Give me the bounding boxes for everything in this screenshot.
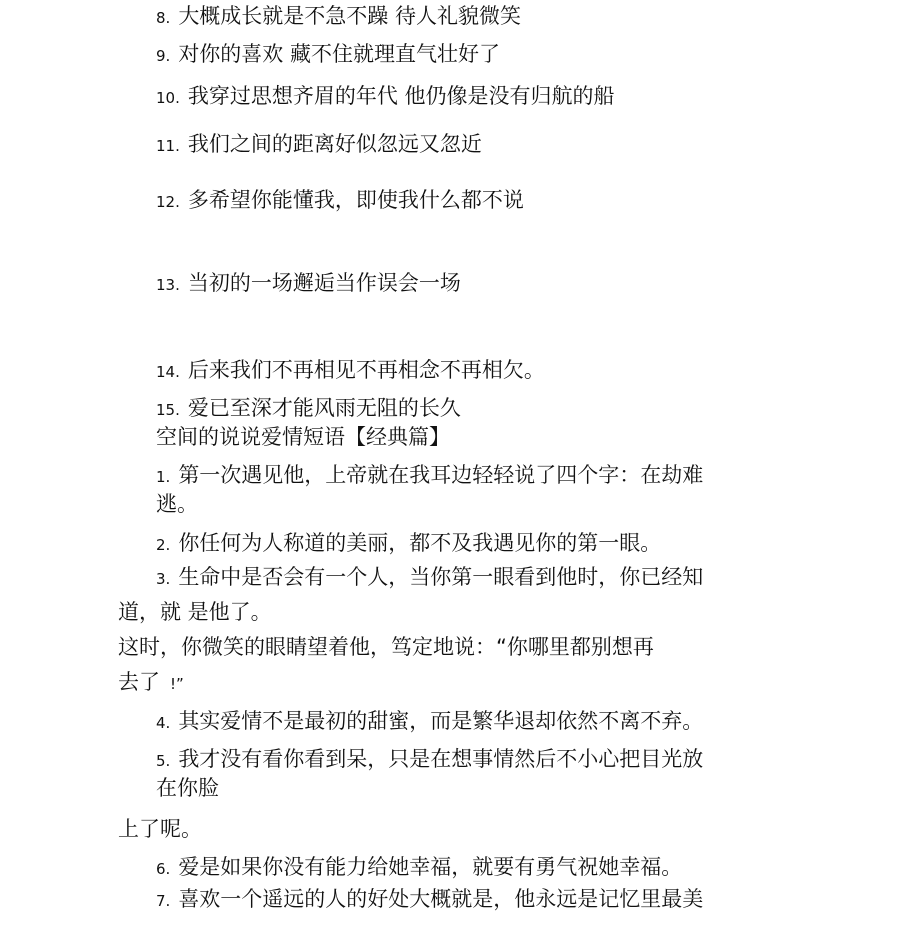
list-item (156, 41, 500, 69)
list-item (156, 564, 703, 592)
item-number: 3. (156, 570, 171, 588)
list-item (156, 462, 703, 490)
item-text: 爱已至深才能风雨无阻的长久 (187, 396, 461, 420)
paragraph-line: 这时，你微笑的眼睛望着他，笃定地说：“你哪里都别想再 (118, 635, 654, 659)
item-number: 11. (156, 137, 180, 155)
item-text: 多希望你能懂我，即使我什么都不说 (187, 188, 524, 212)
paragraph-line (118, 669, 192, 697)
paragraph-line: 上了呢。 (118, 817, 202, 841)
item-number: 8. (156, 9, 171, 27)
list-item (156, 746, 703, 774)
item-text: 喜欢一个遥远的人的好处大概就是，他永远是记忆里最美 (178, 887, 704, 911)
item-text: 我才没有看你看到呆，只是在想事情然后不小心把目光放 (178, 747, 704, 771)
item-continuation: 逃。 (156, 492, 198, 516)
item-text: 我们之间的距离好似忽远又忽近 (187, 132, 482, 156)
item-number: 10. (156, 89, 180, 107)
item-continuation: 道，就 是他了。 (118, 600, 272, 624)
section-title: 空间的说说爱情短语【经典篇】 (156, 425, 450, 449)
item-number: 9. (156, 47, 171, 65)
list-item (156, 708, 703, 736)
list-item (156, 886, 703, 914)
list-item (156, 530, 661, 558)
item-number: 7. (156, 892, 171, 910)
list-item (156, 270, 461, 298)
item-text: 爱是如果你没有能力给她幸福，就要有勇气祝她幸福。 (178, 855, 683, 879)
list-item (156, 357, 545, 385)
item-number: 2. (156, 536, 171, 554)
item-number: 6. (156, 860, 171, 878)
item-text: 生命中是否会有一个人，当你第一眼看到他时，你已经知 (178, 565, 704, 589)
line-tail: !” (170, 675, 184, 693)
item-number: 12. (156, 193, 180, 211)
list-item (156, 395, 461, 423)
item-text: 第一次遇见他，上帝就在我耳边轻轻说了四个字：在劫难 (178, 463, 704, 487)
item-number: 13. (156, 276, 180, 294)
item-text: 对你的喜欢 藏不住就理直气壮好了 (178, 42, 500, 66)
list-item (156, 3, 521, 31)
item-number: 15. (156, 401, 180, 419)
list-item (156, 854, 682, 882)
item-text: 其实爱情不是最初的甜蜜，而是繁华退却依然不离不弃。 (178, 709, 704, 733)
item-text: 当初的一场邂逅当作误会一场 (187, 271, 461, 295)
item-number: 4. (156, 714, 171, 732)
list-item (156, 187, 524, 215)
item-text: 后来我们不再相见不再相念不再相欠。 (187, 358, 545, 382)
item-number: 1. (156, 468, 171, 486)
list-item (156, 83, 615, 111)
item-text: 我穿过思想齐眉的年代 他仍像是没有归航的船 (187, 84, 615, 108)
line-text: 去了 (118, 670, 160, 694)
item-number: 14. (156, 363, 180, 381)
item-number: 5. (156, 752, 171, 770)
list-item (156, 131, 482, 159)
item-text: 你任何为人称道的美丽，都不及我遇见你的第一眼。 (178, 531, 662, 555)
item-continuation: 在你脸 (156, 776, 219, 800)
item-text: 大概成长就是不急不躁 待人礼貌微笑 (178, 4, 521, 28)
